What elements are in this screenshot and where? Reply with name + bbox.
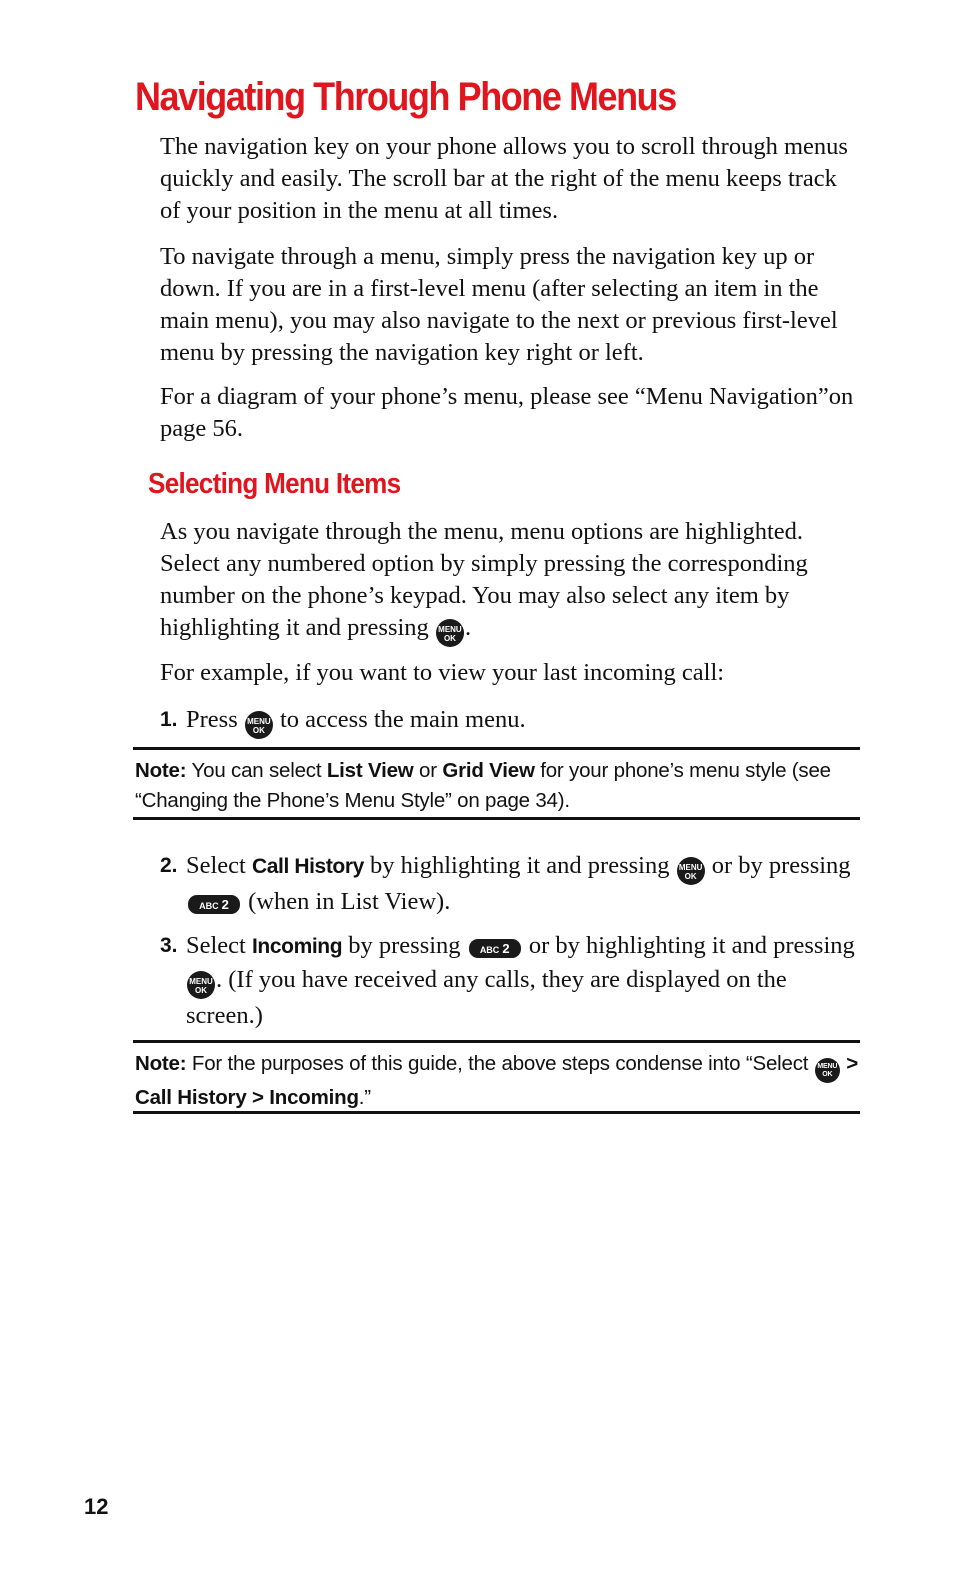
page-number: 12 [84,1494,109,1519]
menu-ok-key-icon: MENU OK [436,619,464,647]
section-title: Selecting Menu Items [148,468,401,500]
step-2 [160,849,860,918]
section-paragraph-2: For example, if you want to view your last incoming call: [160,659,725,686]
intro-paragraph-1: The navigation key on your phone allows you to scroll through menus quickly and easily. The scroll bar at the right of the menu keeps track of your position in the menu at all times. [160,133,848,224]
abc-2-key-icon: ABC 2 [188,895,240,914]
step-text: Select Incoming by pressing ABC 2 or by highlighting it and pressing MENU OK . (If you have received any calls, they are displayed on the screen.) [186,932,855,1029]
abc-2-key-icon: ABC 2 [469,939,521,958]
step-number: 2. [160,854,178,877]
step-text: Press MENU OK to access the main menu. [186,703,860,739]
note-box-2: Note: For the purposes of this guide, the above steps condense into “Select MENU OK > Call History > Incoming.” [133,1040,860,1114]
section-paragraph-1-text: As you navigate through the menu, menu options are highlighted. Select any numbered option by simply pressing the corresponding number on the phone’s keypad. You may also select any item by highlighting it and pressing [160,518,808,641]
menu-ok-key-icon: MENU OK [187,971,215,999]
step-1 [160,703,860,739]
note-label: Note: [135,1052,187,1075]
step-text: Select Call History by highlighting it and pressing MENU OK or by pressing ABC 2 (when in List View). [186,852,851,915]
step-3 [160,929,860,1032]
step-number: 1. [160,708,178,731]
menu-ok-key-icon: MENU OK [245,711,273,739]
menu-ok-key-icon: MENU OK [677,857,705,885]
intro-paragraph-3: For a diagram of your phone’s menu, please see “Menu Navigation”on page 56. [160,383,854,442]
step-number: 3. [160,934,178,957]
section-paragraph-1: As you navigate through the menu, menu options are highlighted. Select any numbered option by simply pressing the corresponding number on the phone’s keypad. You may also select any item by highlighting it and pressing MENU OK . [160,516,860,647]
intro-paragraph-2: To navigate through a menu, simply press the navigation key up or down. If you are in a first-level menu (after selecting an item in the main menu), you may also navigate to the next or previous first-level menu by pressing the navigation key right or left. [160,243,838,366]
menu-ok-key-icon: MENU OK [815,1058,840,1083]
note-box-1: Note: You can select List View or Grid View for your phone’s menu style (see “Changing the Phone’s Menu Style” on page 34). [133,747,860,820]
page-title: Navigating Through Phone Menus [135,75,676,119]
note-label: Note: [135,759,187,782]
